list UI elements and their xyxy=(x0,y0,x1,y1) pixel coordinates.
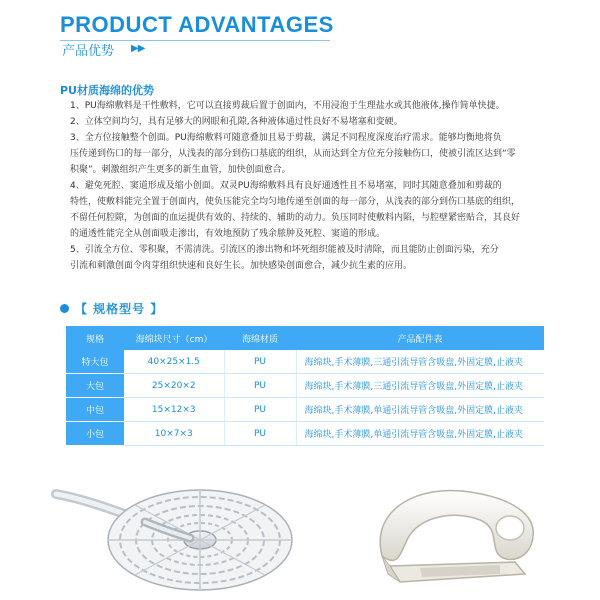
page-title: PRODUCT ADVANTAGES xyxy=(60,12,334,37)
tube-clamp-image xyxy=(360,478,550,596)
page-subtitle: 产品优势 xyxy=(62,44,115,59)
column-header: 海绵材质 xyxy=(224,326,296,350)
advantage-line: 4、避免死腔、窦道形成及缩小创面。双灵PU海绵敷料具有良好通透性且不易堵塞，同时其随意叠加和剪裁的 xyxy=(70,181,502,191)
suction-disc-image xyxy=(50,470,300,600)
dims-cell: 15×12×3 xyxy=(124,398,224,422)
table-row xyxy=(66,374,544,398)
dims-cell: 25×20×2 xyxy=(124,374,224,398)
advantage-line: 5、引流全方位、零积聚，不需清洗。引流区的渗出物和坏死组织能被及时清除，而且能防止创面污染，充分 xyxy=(70,245,499,255)
spec-table xyxy=(66,326,544,446)
advantage-4 xyxy=(70,178,550,242)
material-cell: PU xyxy=(224,350,296,374)
section-title: PU材质海绵的优势 xyxy=(60,84,154,97)
size-cell: 小包 xyxy=(66,422,124,446)
advantage-3 xyxy=(70,130,550,178)
advantage-line: 的通透性能完全从创面吸走渗出，有效地预防了残余脓肿及死腔、窦道的形成。 xyxy=(70,229,386,239)
advantage-line: 3、全方位接触整个创面。PU海绵敷料可随意叠加且易于剪裁，满足不同程度深度治疗需求。能够均衡地将负 xyxy=(70,133,502,143)
header xyxy=(60,12,334,38)
bullet-dot-icon xyxy=(60,304,69,313)
size-cell: 特大包 xyxy=(66,350,124,374)
spec-heading xyxy=(60,300,163,317)
material-cell: PU xyxy=(224,422,296,446)
advantage-line: 不留任何腔隙，为创面的血运提供有效的、持续的、辅助的动力。负压同时使敷料内陷，与腔壁紧密贴合，其良好 xyxy=(70,213,521,223)
table-header-row xyxy=(66,326,544,350)
material-cell: PU xyxy=(224,398,296,422)
column-header: 海绵块尺寸（cm） xyxy=(124,326,224,350)
dims-cell: 10×7×3 xyxy=(124,422,224,446)
advantage-line: 2、立体空间均匀，具有足够大的网眼和孔隙,各种液体通过性良好不易堵塞和变硬。 xyxy=(70,117,403,127)
advantage-line: 1、PU海绵敷料是干性敷料，它可以直接剪裁后置于创面内，不用浸泡于生理盐水或其他液体,操作简单快捷。 xyxy=(70,101,505,111)
accessories-cell: 海绵块,手术薄膜,三通引流导管含吸盘,外固定膜,止液夹 xyxy=(296,350,544,374)
advantage-2 xyxy=(70,114,550,130)
dims-cell: 40×25×1.5 xyxy=(124,350,224,374)
table-row xyxy=(66,398,544,422)
size-cell: 大包 xyxy=(66,374,124,398)
size-cell: 中包 xyxy=(66,398,124,422)
advantage-5 xyxy=(70,242,550,274)
advantage-line: 积聚”。刺激组织产生更多的新生血管，加快创面愈合。 xyxy=(70,165,291,175)
material-cell: PU xyxy=(224,374,296,398)
accessories-cell: 海绵块,手术薄膜,单通引流导管含吸盘,外固定膜,止液夹 xyxy=(296,398,544,422)
advantage-line: 特性，使敷料能完全置于创面内，使负压能完全均匀地传递至创面的每一部分，从浅表的部分到伤口基底的组织， xyxy=(70,197,521,207)
double-arrow-icon: ▶▶ xyxy=(131,43,145,54)
advantage-1 xyxy=(70,98,550,114)
column-header: 规格 xyxy=(66,326,124,350)
accessories-cell: 海绵块,手术薄膜,三通引流导管含吸盘,外固定膜,止液夹 xyxy=(296,374,544,398)
column-header: 产品配件表 xyxy=(296,326,544,350)
accessories-cell: 海绵块,手术薄膜,单通引流导管含吸盘,外固定膜,止液夹 xyxy=(296,422,544,446)
table-row xyxy=(66,350,544,374)
spec-heading-text: 【 规格型号 】 xyxy=(75,302,164,316)
table-row xyxy=(66,422,544,446)
advantage-line: 压传递到伤口的每一部分，从浅表的部分到伤口基底的组织，从而达到全方位充分接触伤口，使被引流区达到“零 xyxy=(70,149,516,159)
advantage-line: 引流和刺激创面令肉芽组织快速和良好生长。加快感染创面愈合，减少抗生素的应用。 xyxy=(70,261,413,271)
